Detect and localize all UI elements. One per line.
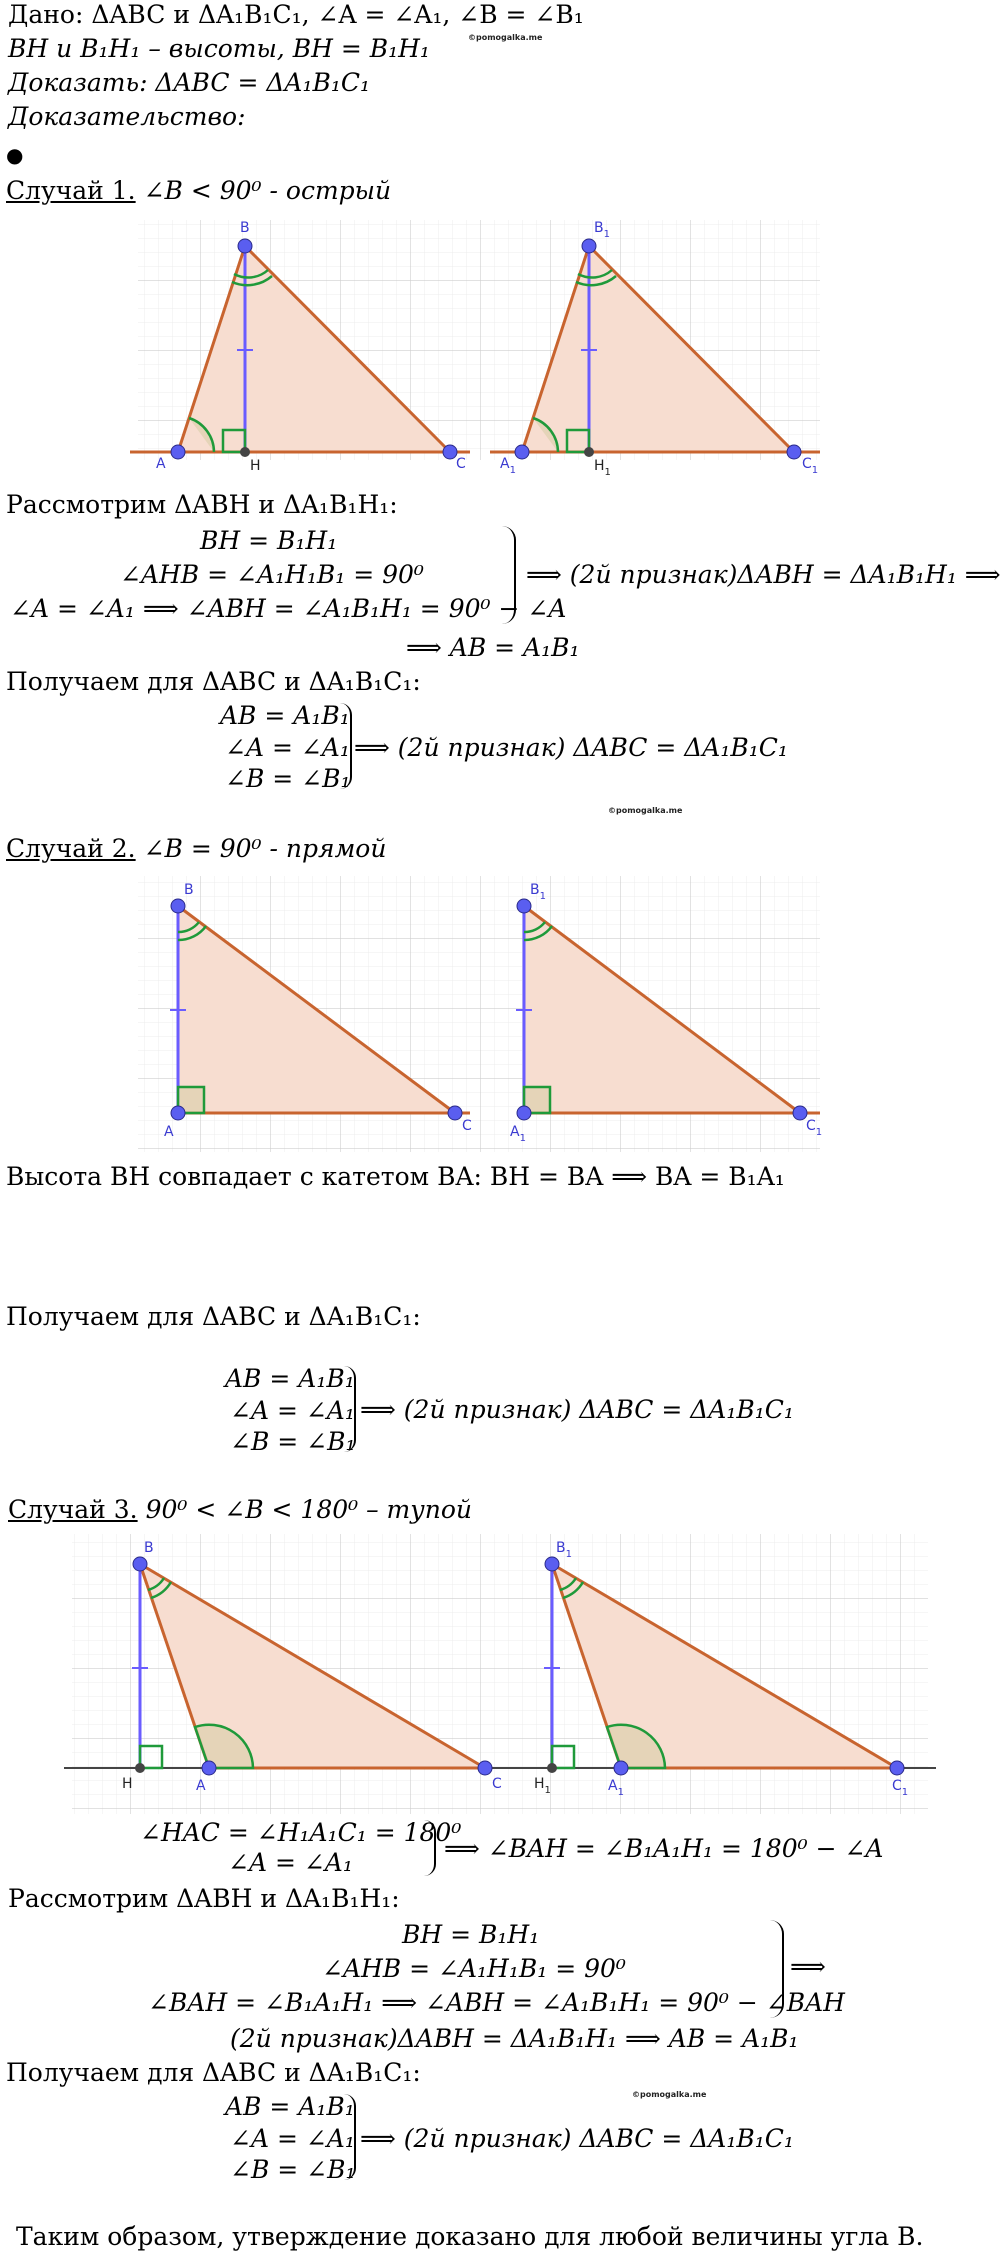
- case1-conclusion-2: ⟹ AB = A₁B₁: [406, 633, 580, 662]
- case1-figure: [130, 210, 840, 478]
- case3-stmt-3: ∠BAH = ∠B₁A₁H₁ ⟹ ∠ABH = ∠A₁B₁H₁ = 90⁰ − ∠BAH: [148, 1988, 845, 2017]
- case1-stmt-2: ∠AHB = ∠A₁H₁B₁ = 90⁰: [120, 560, 424, 589]
- label-b: B: [144, 1540, 154, 1556]
- given-line-2: BH и B₁H₁ – высоты, BH = B₁H₁: [8, 34, 430, 63]
- case3-h2: ∠A = ∠A₁: [228, 1848, 353, 1877]
- proof-heading: Доказательство:: [8, 102, 246, 131]
- case1-stmt-1: BH = B₁H₁: [200, 526, 338, 555]
- label-h1: $H_1$: [534, 1776, 551, 1796]
- case2-g2: ∠A = ∠A₁: [230, 1396, 355, 1425]
- case1-g2: ∠A = ∠A₁: [225, 733, 350, 762]
- label-a: A: [164, 1124, 174, 1140]
- watermark-2: ©pomogalka.me: [608, 806, 683, 815]
- case2-g3: ∠B = ∠B₁: [230, 1427, 356, 1456]
- case2-title: Случай 2.: [6, 834, 136, 863]
- watermark: ©pomogalka.me: [468, 33, 543, 42]
- case2-get: Получаем для ΔABC и ΔA₁B₁C₁:: [6, 1302, 421, 1331]
- case3-arrow: ⟹: [790, 1952, 826, 1981]
- case3-h1: ∠HAC = ∠H₁A₁C₁ = 180⁰: [140, 1818, 462, 1847]
- case3-get: Получаем для ΔABC и ΔA₁B₁C₁:: [6, 2058, 421, 2087]
- label-h: H: [250, 458, 261, 474]
- label-c1: $C_1$: [806, 1118, 823, 1138]
- case1-consider: Рассмотрим ΔABH и ΔA₁B₁H₁:: [6, 490, 398, 519]
- case3-g1: AB = A₁B₁: [225, 2092, 355, 2121]
- prove-line: Доказать: ΔABC = ΔA₁B₁C₁: [8, 68, 371, 97]
- case3-g2: ∠A = ∠A₁: [230, 2124, 355, 2153]
- case3-stmt-1: BH = B₁H₁: [402, 1920, 540, 1949]
- case3-consider: Рассмотрим ΔABH и ΔA₁B₁H₁:: [8, 1884, 400, 1913]
- label-c: C: [456, 456, 466, 472]
- case1-get: Получаем для ΔABC и ΔA₁B₁C₁:: [6, 667, 421, 696]
- case1-g3: ∠B = ∠B₁: [225, 764, 351, 793]
- label-b1: $B_1$: [556, 1540, 572, 1560]
- case3-brace: [770, 1920, 784, 2018]
- case3-condition: 90⁰ < ∠B < 180⁰ – тупой: [145, 1495, 473, 1524]
- case1-title: Случай 1.: [6, 176, 136, 205]
- case2-get-brace: [344, 1366, 356, 1452]
- label-a1: $A_1$: [608, 1778, 624, 1798]
- case3-h-conclusion: ⟹ ∠BAH = ∠B₁A₁H₁ = 180⁰ − ∠A: [444, 1834, 884, 1863]
- case2-get-conclusion: ⟹ (2й признак) ΔABC = ΔA₁B₁C₁: [360, 1395, 794, 1424]
- case1-condition: ∠B < 90⁰ - острый: [143, 176, 392, 205]
- label-a: A: [156, 456, 166, 472]
- label-b: B: [184, 882, 194, 898]
- case2-heading: [6, 834, 386, 864]
- case1-heading: [6, 176, 391, 206]
- case1-g1: AB = A₁B₁: [220, 701, 350, 730]
- label-a1: $A_1$: [510, 1124, 526, 1144]
- label-h1: $H_1$: [594, 458, 611, 478]
- bullet: ●: [6, 143, 24, 167]
- case1-get-brace: [340, 703, 352, 789]
- case1-stmt-3: ∠A = ∠A₁ ⟹ ∠ABH = ∠A₁B₁H₁ = 90⁰ − ∠A: [10, 594, 567, 623]
- case3-get-brace: [344, 2094, 356, 2180]
- case1-brace: [502, 526, 516, 624]
- label-c: C: [492, 1776, 502, 1792]
- case3-get-conclusion: ⟹ (2й признак) ΔABC = ΔA₁B₁C₁: [360, 2124, 794, 2153]
- case3-stmt-2: ∠AHB = ∠A₁H₁B₁ = 90⁰: [322, 1954, 626, 1983]
- case3-figure: [60, 1528, 940, 1818]
- label-b1: $B_1$: [594, 220, 610, 240]
- label-a1: $A_1$: [500, 456, 516, 476]
- case3-heading: [8, 1495, 472, 1525]
- case1-conclusion: ⟹ (2й признак)ΔABH = ΔA₁B₁H₁ ⟹: [526, 560, 1001, 589]
- label-a: A: [196, 1778, 206, 1794]
- watermark-3: ©pomogalka.me: [632, 2090, 707, 2099]
- case2-figure: [130, 868, 840, 1158]
- final-statement: Таким образом, утверждение доказано для любой величины угла B.: [16, 2222, 924, 2251]
- case2-condition: ∠B = 90⁰ - прямой: [143, 834, 387, 863]
- label-b: B: [240, 220, 250, 236]
- label-c1: $C_1$: [892, 1778, 909, 1798]
- case2-g1: AB = A₁B₁: [225, 1364, 355, 1393]
- case3-h-brace: [424, 1820, 436, 1876]
- label-c1: $C_1$: [802, 456, 819, 476]
- given-line: Дано: ΔABC и ΔA₁B₁C₁, ∠A = ∠A₁, ∠B = ∠B₁: [8, 0, 584, 29]
- case1-get-conclusion: ⟹ (2й признак) ΔABC = ΔA₁B₁C₁: [354, 733, 788, 762]
- case3-g3: ∠B = ∠B₁: [230, 2155, 356, 2184]
- label-c: C: [462, 1118, 472, 1134]
- label-b1: $B_1$: [530, 882, 546, 902]
- case3-stmt-4: (2й признак)ΔABH = ΔA₁B₁H₁ ⟹ AB = A₁B₁: [230, 2024, 799, 2053]
- case3-title: Случай 3.: [8, 1495, 138, 1524]
- label-h: H: [122, 1776, 133, 1792]
- case2-height: Высота BH совпадает с катетом BA: BH = BA ⟹ BA = B₁A₁: [6, 1162, 785, 1191]
